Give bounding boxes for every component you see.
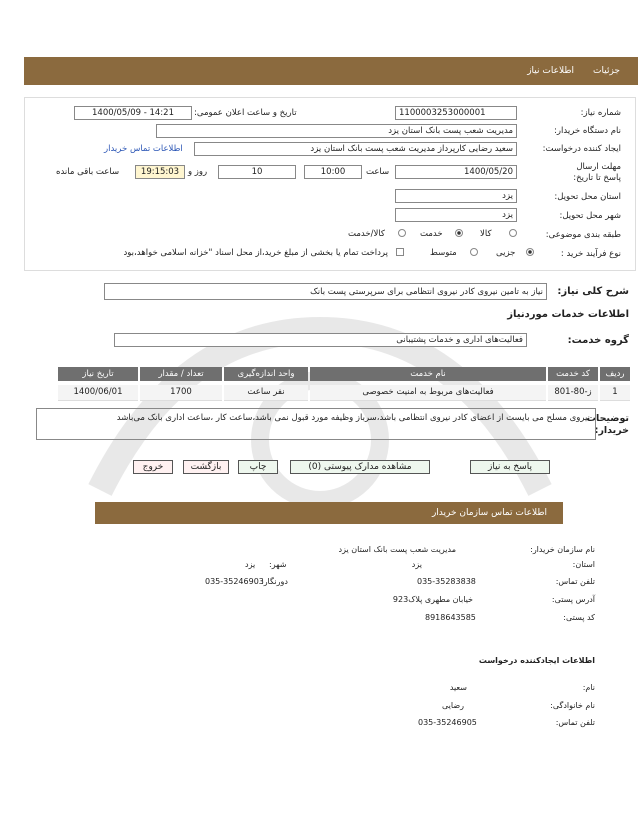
- buyer-notes-label: توضیحات خریدار:: [586, 413, 629, 436]
- process-minor-label: جزیی: [496, 248, 516, 258]
- table-row-cell: ز-80-801: [548, 385, 598, 401]
- tab-need-info[interactable]: اطلاعات نیاز: [527, 66, 574, 76]
- need-number-field: 1100003253000001: [395, 106, 517, 120]
- service-group-label: گروه خدمت:: [567, 335, 629, 346]
- creator-phone-label: تلفن تماس:: [555, 718, 595, 727]
- col-qty-header: تعداد / مقدار: [140, 367, 222, 381]
- postal-value: 8918643585: [425, 613, 476, 622]
- contact-title: اطلاعات تماس سازمان خریدار: [431, 508, 547, 518]
- category-label: طبقه بندی موضوعی:: [545, 230, 621, 240]
- contact-header: [95, 502, 563, 524]
- city-value-c: یزد: [245, 560, 256, 569]
- postal-label: کد پستی:: [563, 613, 595, 622]
- treasury-checkbox[interactable]: [396, 248, 404, 256]
- province-value-c: یزد: [411, 560, 422, 569]
- name-value: سعید: [449, 683, 467, 692]
- reply-button[interactable]: پاسخ به نیاز: [470, 460, 550, 474]
- table-row-cell: 1: [600, 385, 630, 401]
- back-button[interactable]: بازگشت: [183, 460, 229, 474]
- tab-details[interactable]: جزئیات: [593, 66, 620, 76]
- table-row-cell: 1700: [140, 385, 222, 401]
- deadline-time-field: 10:00: [304, 165, 362, 179]
- creator-phone-value: 035-35246905: [418, 718, 477, 727]
- deadline-label: مهلت ارسال پاسخ تا تاریخ:: [573, 162, 621, 183]
- process-minor-radio[interactable]: [526, 248, 534, 256]
- category-both-label: کالا/خدمت: [348, 229, 385, 239]
- name-label: نام:: [582, 683, 595, 692]
- col-name-header: نام خدمت: [310, 367, 546, 381]
- creator-label: ایجاد کننده درخواست:: [542, 144, 621, 154]
- buyer-contact-link[interactable]: اطلاعات تماس خریدار: [104, 144, 183, 154]
- remaining-label: ساعت باقی مانده: [56, 167, 120, 177]
- service-group-field: فعالیت‌های اداری و خدمات پشتیبانی: [114, 333, 527, 347]
- org-label: نام سازمان خریدار:: [530, 545, 595, 554]
- remaining-time-field: 19:15:03: [135, 165, 185, 179]
- family-value: رضایی: [442, 701, 464, 710]
- summary-field: نیاز به تامین نیروی کادر نیروی انتظامی برای سرپرستی پست بانک: [104, 283, 547, 300]
- summary-label: شرح کلی نیاز:: [557, 286, 629, 297]
- phone-label: تلفن تماس:: [555, 577, 595, 586]
- province-label-c: استان:: [572, 560, 595, 569]
- time-label: ساعت: [366, 167, 390, 177]
- col-row-header: ردیف: [600, 367, 630, 381]
- address-label: آدرس پستی:: [551, 595, 595, 604]
- announce-label: تاریخ و ساعت اعلان عمومی:: [194, 108, 297, 118]
- process-medium-radio[interactable]: [470, 248, 478, 256]
- need-number-label: شماره نیاز:: [580, 108, 621, 118]
- city-field: یزد: [395, 208, 517, 222]
- creator-info-title: اطلاعات ایجادکننده درخواست: [478, 656, 595, 665]
- exit-button[interactable]: خروج: [133, 460, 173, 474]
- col-code-header: کد خدمت: [548, 367, 598, 381]
- process-label: نوع فرآیند خرید :: [560, 249, 621, 259]
- attachments-button[interactable]: مشاهده مدارک پیوستی (0): [290, 460, 430, 474]
- creator-field: سعید رضایی کارپرداز مدیریت شعب پست بانک استان یزد: [194, 142, 517, 156]
- process-medium-label: متوسط: [430, 248, 457, 258]
- col-unit-header: واحد اندازه‌گیری: [224, 367, 308, 381]
- table-row-cell: فعالیت‌های مربوط به امنیت خصوصی: [310, 385, 546, 401]
- deadline-date-field: 1400/05/20: [395, 165, 517, 179]
- category-goods-label: کالا: [480, 229, 492, 239]
- category-service-radio[interactable]: [455, 229, 463, 237]
- announce-field: 1400/05/09 - 14:21: [74, 106, 192, 120]
- fax-value: 035-35246903: [205, 577, 264, 586]
- table-row-cell: 1400/06/01: [58, 385, 138, 401]
- province-label: استان محل تحویل:: [554, 192, 621, 202]
- fax-label: دورنگار:: [261, 577, 288, 586]
- province-field: یزد: [395, 189, 517, 203]
- table-row-cell: نفر ساعت: [224, 385, 308, 401]
- top-header: [24, 57, 638, 85]
- buyer-field: مدیریت شعب پست بانک استان یزد: [156, 124, 517, 138]
- org-value: مدیریت شعب پست بانک استان یزد: [338, 545, 456, 554]
- category-both-radio[interactable]: [398, 229, 406, 237]
- col-date-header: تاریخ نیاز: [58, 367, 138, 381]
- phone-value: 035-35283838: [417, 577, 476, 586]
- category-service-label: خدمت: [420, 229, 443, 239]
- address-value: خیابان مطهری پلاک923: [392, 595, 473, 604]
- city-label: شهر محل تحویل:: [559, 211, 621, 221]
- category-goods-radio[interactable]: [509, 229, 517, 237]
- family-label: نام خانوادگی:: [550, 701, 595, 710]
- print-button[interactable]: چاپ: [238, 460, 278, 474]
- services-title: اطلاعات خدمات موردنیاز: [507, 309, 629, 320]
- days-field: 10: [218, 165, 296, 179]
- buyer-label: نام دستگاه خریدار:: [554, 126, 621, 136]
- city-label-c: شهر:: [269, 560, 287, 569]
- buyer-notes-field: نیروی مسلح می بایست از اعضای کادر نیروی انتظامی باشد،سرباز وظیفه مورد قبول نمی باشد،ساعت کار ،ساعت اداری بانک می‌باشد: [36, 408, 596, 440]
- days-label: روز و: [188, 167, 208, 177]
- payment-note: پرداخت تمام یا بخشی از مبلغ خرید،از محل اسناد "خزانه اسلامی خواهد،بود: [123, 248, 388, 258]
